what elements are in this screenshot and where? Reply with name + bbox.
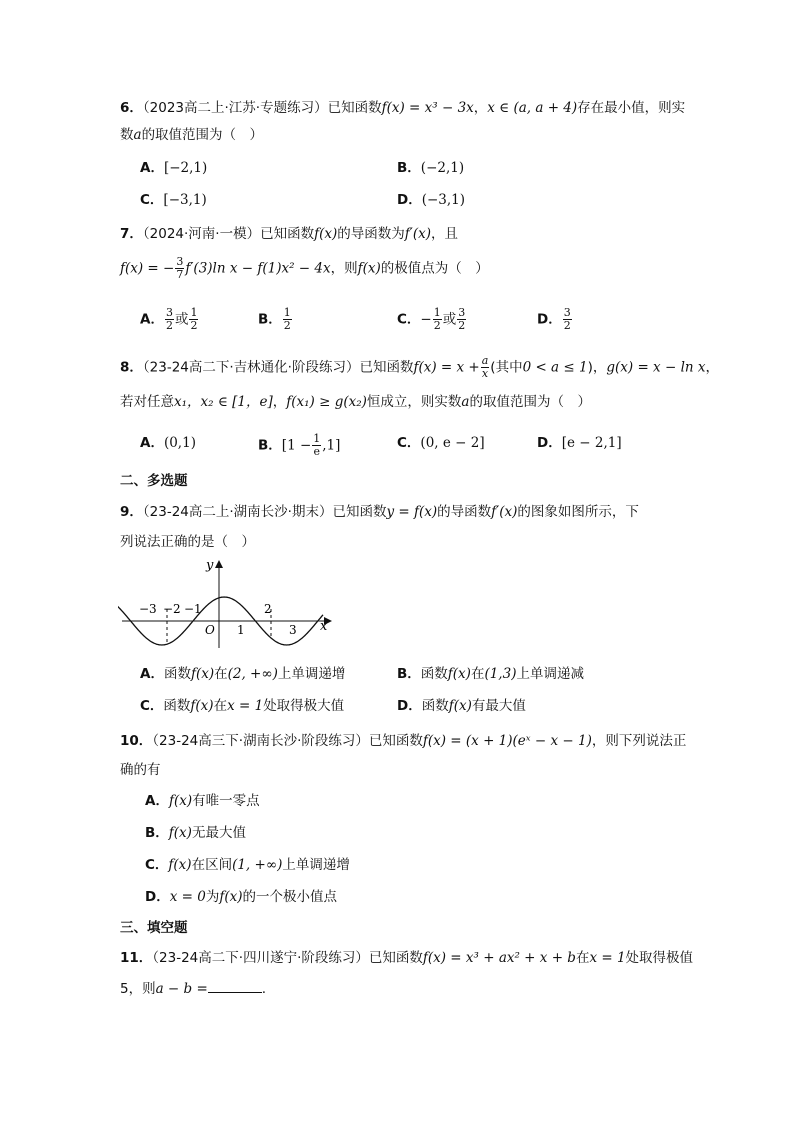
- q7-option-c-label: C．: [397, 311, 421, 328]
- q7-b-f1n: 1: [283, 306, 291, 319]
- q8-f-den: x: [481, 367, 489, 380]
- q7-frac-num: 3: [176, 255, 184, 268]
- q10-f: f(x) = (x + 1)(eˣ − x − 1): [422, 733, 592, 749]
- q9-tick-neg1: −1: [184, 602, 202, 616]
- q8-option-d[interactable]: [537, 433, 622, 453]
- q10-stem-line1: [120, 731, 686, 751]
- q8-text2: (其中: [490, 359, 523, 376]
- q6-option-c[interactable]: [140, 190, 207, 210]
- q8-text3: )，: [587, 359, 607, 376]
- q7-eq-lhs: f(x) = −: [120, 260, 175, 277]
- q7-a-f2n: 1: [190, 306, 198, 319]
- q7-stem-line2: [120, 256, 489, 281]
- q6-text: 已知函数: [327, 100, 382, 116]
- q9-option-c-label: C．: [140, 698, 164, 714]
- q11-text2: 在: [575, 950, 590, 966]
- q9-f: y = f(x): [386, 504, 438, 520]
- q9-text3: 的图象如图所示，下: [517, 504, 639, 520]
- q7-d-f1d: 2: [563, 319, 571, 332]
- q8-option-c[interactable]: [397, 433, 485, 453]
- q9-a-t3: 上单调递增: [277, 666, 346, 682]
- q8-stem-line2: [120, 392, 591, 412]
- q7-option-a[interactable]: [140, 307, 199, 332]
- q7-option-c[interactable]: [397, 307, 467, 332]
- q10-d-f: f(x): [219, 889, 243, 905]
- q6-option-b[interactable]: [397, 158, 464, 178]
- q9-option-a-label: A．: [140, 666, 164, 682]
- q6-option-d-label: D．: [397, 192, 422, 208]
- q6-option-a[interactable]: [140, 158, 207, 178]
- q8-option-a[interactable]: [140, 433, 196, 453]
- q10-c-t1: 在区间: [191, 857, 233, 873]
- q7-option-c-frac1: [433, 307, 442, 332]
- section-heading-multiple-choice: 二、多选题: [120, 473, 188, 489]
- q9-option-b[interactable]: [397, 664, 584, 684]
- q9-source: （23-24高二上·湖南长沙·期末）: [142, 504, 333, 520]
- q6-number: 6．: [120, 100, 143, 116]
- q10-stem-line2: 确的有: [120, 762, 161, 778]
- q8-option-b-frac: [312, 433, 321, 458]
- q8-condition: 0 < a ≤ 1: [522, 359, 588, 376]
- q11-stem-line1: [120, 948, 693, 968]
- q6-stem-line1: [120, 98, 685, 118]
- q7-c-f2d: 2: [458, 319, 466, 332]
- q9-text2: 的导函数: [437, 504, 492, 520]
- q9-b-t3: 上单调递减: [516, 666, 584, 682]
- q7-option-c-neg: −: [420, 311, 432, 328]
- q10-a-t: 有唯一零点: [192, 793, 260, 809]
- q6-option-c-label: C．: [140, 192, 164, 208]
- q9-number: 9．: [120, 504, 143, 520]
- q9-a-t2: 在: [214, 666, 228, 682]
- q6-option-c-value: [−3,1): [163, 192, 207, 208]
- q8-option-b[interactable]: [258, 433, 340, 458]
- q7-text2: 的导函数为: [337, 226, 405, 242]
- q9-b-f: f(x): [447, 666, 471, 682]
- q8-option-a-value: (0,1): [163, 435, 196, 451]
- q10-option-d-label: D．: [145, 889, 170, 905]
- q6-option-a-value: [−2,1): [163, 160, 208, 176]
- q9-tick-3: 3: [289, 623, 297, 637]
- q9-fprime: f′(x): [491, 504, 518, 520]
- q7-option-b-label: B．: [258, 311, 282, 328]
- q7-option-c-frac2: [457, 307, 466, 332]
- q9-d-f: f(x): [448, 698, 472, 714]
- q8-text4: ，: [705, 359, 719, 376]
- q6-source: （2023高二上·江苏·专题练习）: [142, 100, 328, 116]
- q6-text2: 存在最小值，则实: [577, 100, 686, 116]
- q10-option-a-label: A．: [145, 793, 169, 809]
- q8-text8: 的取值范围为（ ）: [469, 394, 591, 410]
- q11-text3: 处取得极值: [625, 950, 694, 966]
- q7-option-c-or: 或: [442, 311, 457, 328]
- q6-option-b-value: (−2,1): [420, 160, 465, 176]
- q8-option-c-label: C．: [397, 435, 421, 451]
- q6-domain: x ∈ (a, a + 4): [487, 100, 578, 116]
- q7-option-b-frac: [283, 307, 292, 332]
- q9-c-point: x = 1: [227, 698, 264, 714]
- q9-tick-neg3: −3: [139, 602, 157, 616]
- q11-stem-line2: [120, 978, 266, 999]
- q7-c-f1d: 2: [433, 319, 441, 332]
- q9-derivative-graph: [118, 556, 340, 652]
- q10-option-b-label: B．: [145, 825, 169, 841]
- q11-text4: 5，则: [120, 981, 156, 997]
- q8-g: g(x) = x − ln x: [606, 359, 706, 376]
- q7-b-f1d: 2: [283, 319, 291, 332]
- q10-text: 已知函数: [368, 733, 423, 749]
- q8-text7: 恒成立，则实数: [366, 394, 462, 410]
- q6-option-d-value: (−3,1): [421, 192, 466, 208]
- q10-text2: ，则下列说法正: [591, 733, 687, 749]
- q7-option-a-or: 或: [174, 311, 189, 328]
- q8-option-b-post: ,1]: [322, 437, 341, 454]
- q10-option-d[interactable]: [145, 887, 337, 907]
- q7-option-d[interactable]: [537, 307, 573, 332]
- q8-option-b-label: B．: [258, 437, 282, 454]
- q8-number: 8．: [120, 359, 143, 376]
- q6-option-d[interactable]: [397, 190, 465, 210]
- q8-f-lhs: f(x) = x +: [413, 359, 480, 376]
- q8-option-c-value: (0, e − 2]: [420, 435, 485, 451]
- section-heading-fill-in: 三、填空题: [120, 920, 188, 936]
- q7-text4: ，则: [330, 260, 358, 277]
- q7-c-f1n: 1: [433, 306, 441, 319]
- q8-source: （23-24高二下·吉林通化·阶段练习）: [142, 359, 360, 376]
- q10-b-t: 无最大值: [191, 825, 246, 841]
- q7-text3: ，且: [430, 226, 458, 242]
- q9-tick-2: 2: [264, 602, 272, 616]
- q11-text: 已知函数: [368, 950, 423, 966]
- q6-text3: 数: [120, 127, 134, 143]
- q7-option-d-frac: [563, 307, 572, 332]
- q10-b-f: f(x): [168, 825, 192, 841]
- q7-a-f2d: 2: [190, 319, 198, 332]
- q7-eq-fraction: [175, 256, 184, 281]
- q8-f-fraction: [481, 355, 490, 380]
- q7-a-f1n: 3: [165, 306, 173, 319]
- q10-c-interval: (1, +∞): [232, 857, 283, 873]
- q7-fprime: f′(x): [404, 226, 431, 242]
- q11-x1: x = 1: [589, 950, 626, 966]
- q8-text6: ，: [272, 394, 287, 410]
- q9-b-t1: 函数: [420, 666, 448, 682]
- q9-option-d[interactable]: [397, 696, 526, 716]
- q11-expression: a − b =: [155, 981, 208, 997]
- q8-f-num: a: [481, 354, 489, 367]
- q6-text4: 的取值范围为（ ）: [141, 127, 264, 143]
- q6-option-b-label: B．: [397, 160, 421, 176]
- q8-option-d-label: D．: [537, 435, 562, 451]
- q7-number: 7．: [120, 226, 143, 242]
- q10-source: （23-24高三下·湖南长沙·阶段练习）: [152, 733, 369, 749]
- q8-inequality: f(x₁) ≥ g(x₂): [286, 394, 367, 410]
- q7-option-a-frac1: [165, 307, 174, 332]
- q7-fx: f(x): [314, 226, 338, 242]
- q7-source: （2024·河南·一模）: [142, 226, 261, 242]
- q11-answer-blank[interactable]: [208, 978, 262, 993]
- q7-option-b[interactable]: [258, 307, 293, 332]
- q8-text: 已知函数: [359, 359, 414, 376]
- q9-option-c[interactable]: [140, 696, 344, 716]
- q8-stem-line1: [120, 355, 719, 380]
- q9-c-t2: 在: [213, 698, 228, 714]
- q9-c-t1: 函数: [163, 698, 191, 714]
- q10-d-t1: 为: [205, 889, 220, 905]
- q7-option-a-frac2: [189, 307, 198, 332]
- q7-frac-den: 7: [176, 268, 184, 281]
- q9-text: 已知函数: [332, 504, 387, 520]
- q9-tick-1: 1: [237, 623, 245, 637]
- q9-a-t1: 函数: [163, 666, 191, 682]
- q7-stem-line1: [120, 224, 458, 244]
- q9-stem-line2: 列说法正确的是（ ）: [120, 534, 255, 550]
- q6-stem-line2: [120, 125, 263, 145]
- q9-stem-line1: [120, 502, 639, 522]
- q7-eq-rhs: f′(3)ln x − f(1)x² − 4x: [185, 260, 331, 277]
- q9-b-interval: (1,3): [484, 666, 517, 682]
- q8-option-a-label: A．: [140, 435, 164, 451]
- q9-a-interval: (2, +∞): [227, 666, 278, 682]
- q11-source: （23-24高二下·四川遂宁·阶段练习）: [152, 950, 369, 966]
- q10-a-f: f(x): [168, 793, 193, 809]
- q9-x-label: x: [320, 619, 328, 634]
- q11-number: 11．: [120, 950, 153, 966]
- q8-var-a: a: [461, 394, 470, 410]
- q8-text5: 若对任意: [120, 394, 174, 410]
- q9-origin-label: O: [205, 623, 215, 637]
- q6-function: f(x) = x³ − 3x: [381, 100, 474, 116]
- q7-text5: 的极值点为（ ）: [380, 260, 489, 277]
- q10-option-a[interactable]: [145, 791, 260, 811]
- q9-a-f: f(x): [190, 666, 215, 682]
- q8-option-b-pre: [1 −: [281, 437, 312, 454]
- q10-d-t2: 的一个极小值点: [242, 889, 337, 905]
- q10-option-c-label: C．: [145, 857, 169, 873]
- q10-c-f: f(x): [168, 857, 192, 873]
- q7-a-f1d: 2: [165, 319, 173, 332]
- q7-c-f2n: 3: [458, 306, 466, 319]
- q10-d-x0: x = 0: [169, 889, 206, 905]
- q7-option-a-label: A．: [140, 311, 164, 328]
- q8-x1x2: x₁，x₂ ∈ [1，e]: [174, 394, 273, 410]
- q9-c-f: f(x): [190, 698, 214, 714]
- q6-option-a-label: A．: [140, 160, 164, 176]
- q11-end: .: [261, 981, 267, 997]
- q9-option-b-label: B．: [397, 666, 421, 682]
- q9-c-t3: 处取得极大值: [263, 698, 345, 714]
- q9-d-t3: 有最大值: [471, 698, 526, 714]
- q9-option-d-label: D．: [397, 698, 422, 714]
- q9-option-a[interactable]: [140, 664, 345, 684]
- q9-b-t2: 在: [470, 666, 485, 682]
- q6-sep: ，: [473, 100, 488, 116]
- q11-f: f(x) = x³ + ax² + x + b: [422, 950, 576, 966]
- q7-d-f1n: 3: [563, 306, 571, 319]
- q9-tick-neg2: −2: [163, 602, 181, 616]
- q9-d-t1: 函数: [421, 698, 449, 714]
- q7-option-d-label: D．: [537, 311, 562, 328]
- q10-option-c[interactable]: [145, 855, 350, 875]
- q8-option-d-value: [e − 2,1]: [561, 435, 622, 451]
- q10-number: 10．: [120, 733, 153, 749]
- q7-fx2: f(x): [357, 260, 381, 277]
- q10-c-t2: 上单调递增: [282, 857, 350, 873]
- q10-option-b[interactable]: [145, 823, 246, 843]
- q8-b-num: 1: [313, 432, 321, 445]
- q7-text: 已知函数: [260, 226, 315, 242]
- q9-y-label: y: [206, 558, 214, 573]
- q8-b-den: e: [313, 445, 321, 458]
- q6-var-a: a: [133, 127, 142, 143]
